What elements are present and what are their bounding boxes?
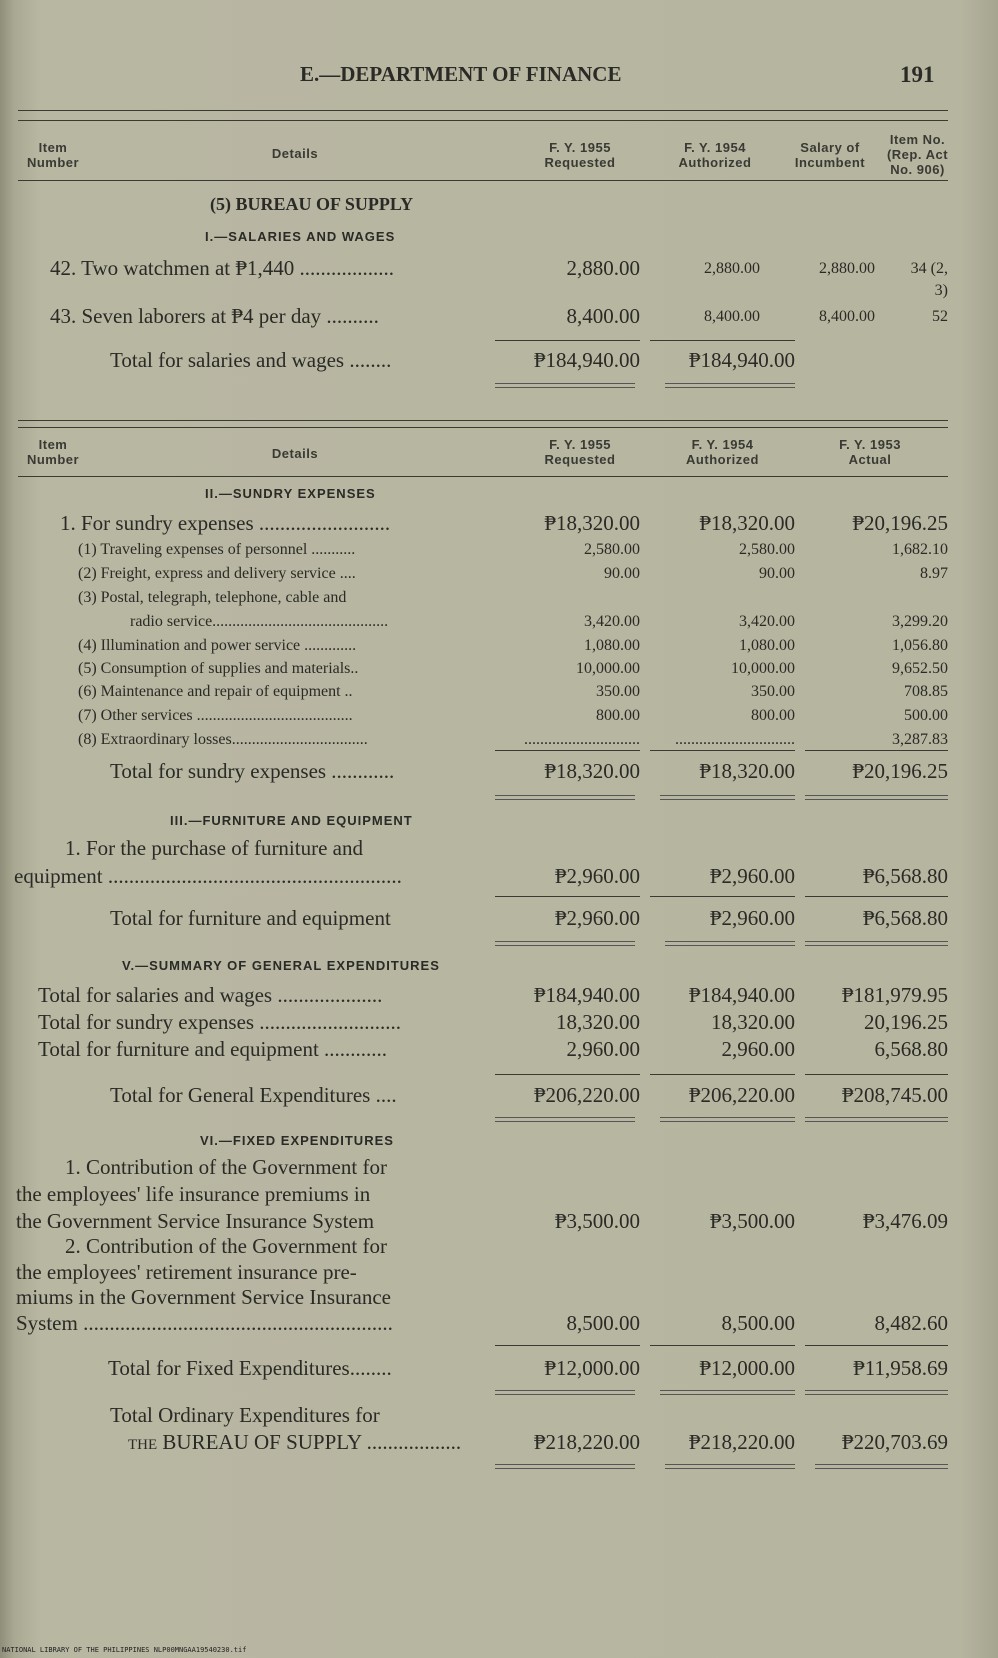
sundry-item-label: (4) Illumination and power service ............. xyxy=(78,637,357,654)
rule xyxy=(18,427,948,428)
fixed-item1-line: the employees' life insurance premiums in xyxy=(16,1182,371,1206)
rule xyxy=(650,750,795,751)
sundry-item-fy1955: 2,580.00 xyxy=(584,541,640,558)
ordinary-line1: Total Ordinary Expenditures for xyxy=(110,1403,380,1427)
rule xyxy=(495,1345,640,1346)
sundry-item-fy1955: ............................. xyxy=(524,731,640,748)
rule xyxy=(18,110,948,111)
furniture-line2: equipment ........................................................ xyxy=(14,864,402,888)
double-rule xyxy=(495,383,635,388)
total-general-fy1953: ₱208,745.00 xyxy=(841,1083,948,1107)
double-rule xyxy=(495,1464,635,1469)
row-42-salary: 2,880.00 xyxy=(819,260,875,277)
header2-fy1955: F. Y. 1955 Requested xyxy=(544,437,616,467)
total-general-label: Total for General Expenditures .... xyxy=(110,1083,397,1107)
sundry-item-fy1954: 1,080.00 xyxy=(739,637,795,654)
total-sundry-fy1953: ₱20,196.25 xyxy=(852,759,948,783)
sundry-item-label: (5) Consumption of supplies and materials.. xyxy=(78,660,359,677)
double-rule xyxy=(805,1390,948,1395)
sundry-item-fy1954: 10,000.00 xyxy=(731,660,795,677)
header-fy1955: F. Y. 1955 Requested xyxy=(544,140,616,170)
row-42-item-cont: 3) xyxy=(934,282,948,299)
ordinary-line2: the BUREAU OF SUPPLY .................. xyxy=(128,1430,462,1454)
sundry-item-fy1954: 350.00 xyxy=(751,683,795,700)
sundry-item-label: (1) Traveling expenses of personnel ........... xyxy=(78,541,356,558)
fixed-item1-line: 1. Contribution of the Government for xyxy=(65,1155,387,1179)
bureau-title: (5) BUREAU OF SUPPLY xyxy=(210,194,414,214)
sundry-item-fy1953: 3,299.20 xyxy=(892,613,948,630)
furniture-fy1954: ₱2,960.00 xyxy=(709,864,795,888)
scan-footer: NATIONAL LIBRARY OF THE PHILIPPINES NLP00MNGAA19540230.tif xyxy=(2,1646,247,1654)
rule xyxy=(495,1074,640,1075)
summary-row-label: Total for furniture and equipment ............ xyxy=(38,1037,388,1061)
row-43-fy1955: 8,400.00 xyxy=(566,304,640,328)
total-fixed-fy1954: ₱12,000.00 xyxy=(699,1356,795,1380)
section-furniture: III.—FURNITURE AND EQUIPMENT xyxy=(170,813,413,828)
double-rule xyxy=(660,1390,795,1395)
summary-row-fy1955: 18,320.00 xyxy=(556,1010,640,1034)
row-43-item: 52 xyxy=(932,308,948,325)
sundry-item-fy1953: 500.00 xyxy=(904,707,948,724)
header2-details: Details xyxy=(271,446,319,461)
rule xyxy=(18,420,948,421)
sundry-item-label: (7) Other services ....................................... xyxy=(78,707,353,724)
double-rule xyxy=(495,1390,635,1395)
header-item-no: Item No. (Rep. Act No. 906) xyxy=(886,132,949,177)
section-sundry: II.—SUNDRY EXPENSES xyxy=(205,486,376,501)
header-fy1954: F. Y. 1954 Authorized xyxy=(678,140,752,170)
sundry-item-fy1954: 800.00 xyxy=(751,707,795,724)
header2-item-number: Item Number xyxy=(26,437,80,467)
fixed-item1-line: the Government Service Insurance System xyxy=(16,1209,375,1233)
rule xyxy=(18,120,948,121)
fixed-item1-fy1953: ₱3,476.09 xyxy=(862,1209,948,1233)
summary-row-fy1955: 2,960.00 xyxy=(566,1037,640,1061)
double-rule xyxy=(805,941,948,946)
double-rule xyxy=(805,1117,948,1122)
row-42-fy1954: 2,880.00 xyxy=(704,260,760,277)
sundry-main-label: 1. For sundry expenses ......................... xyxy=(60,511,391,535)
rule xyxy=(805,750,948,751)
row-43-detail: 43. Seven laborers at ₱4 per day .......... xyxy=(50,304,379,328)
sundry-main-fy1953: ₱20,196.25 xyxy=(852,511,948,535)
double-rule xyxy=(665,1464,795,1469)
sundry-main-fy1954: ₱18,320.00 xyxy=(699,511,795,535)
summary-row-label: Total for salaries and wages .................... xyxy=(38,983,383,1007)
sundry-item-fy1953: 8.97 xyxy=(920,565,948,582)
section-salaries: I.—SALARIES AND WAGES xyxy=(205,229,396,244)
header-salary: Salary of Incumbent xyxy=(794,140,866,170)
rule xyxy=(495,750,640,751)
sundry-item-label: (2) Freight, express and delivery service .... xyxy=(78,565,356,582)
summary-row-fy1953: ₱181,979.95 xyxy=(841,983,948,1007)
rule xyxy=(495,896,640,897)
total-salaries-label: Total for salaries and wages ........ xyxy=(110,348,392,372)
summary-row-label: Total for sundry expenses ........................... xyxy=(38,1010,402,1034)
ordinary-fy1955: ₱218,220.00 xyxy=(533,1430,640,1454)
total-general-fy1954: ₱206,220.00 xyxy=(688,1083,795,1107)
sundry-item-fy1953: 1,682.10 xyxy=(892,541,948,558)
sundry-item-fy1953: 1,056.80 xyxy=(892,637,948,654)
fixed-item2-line: System ........................................................... xyxy=(16,1311,393,1335)
row-43-fy1954: 8,400.00 xyxy=(704,308,760,325)
sundry-item-fy1954: 2,580.00 xyxy=(739,541,795,558)
summary-row-fy1954: 2,960.00 xyxy=(721,1037,795,1061)
double-rule xyxy=(805,795,948,800)
rule xyxy=(805,1074,948,1075)
row-42-detail: 42. Two watchmen at ₱1,440 .................. xyxy=(50,256,395,280)
fixed-item2-line: 2. Contribution of the Government for xyxy=(65,1234,387,1258)
sundry-item-label: (3) Postal, telegraph, telephone, cable and xyxy=(78,589,347,606)
summary-row-fy1953: 20,196.25 xyxy=(864,1010,948,1034)
sundry-item-label: (8) Extraordinary losses.................................. xyxy=(78,731,368,748)
sundry-item-label: radio service............................................ xyxy=(130,613,389,630)
double-rule xyxy=(660,1117,795,1122)
total-furniture-fy1954: ₱2,960.00 xyxy=(709,906,795,930)
sundry-item-fy1955: 1,080.00 xyxy=(584,637,640,654)
rule xyxy=(650,1074,795,1075)
summary-row-fy1953: 6,568.80 xyxy=(874,1037,948,1061)
sundry-main-fy1955: ₱18,320.00 xyxy=(544,511,640,535)
double-rule xyxy=(815,1464,948,1469)
total-fixed-fy1953: ₱11,958.69 xyxy=(853,1356,948,1380)
total-sundry-label: Total for sundry expenses ............ xyxy=(110,759,395,783)
section-summary: V.—SUMMARY OF GENERAL EXPENDITURES xyxy=(122,958,440,973)
total-sundry-fy1954: ₱18,320.00 xyxy=(699,759,795,783)
sundry-item-fy1954: 90.00 xyxy=(759,565,795,582)
double-rule xyxy=(495,795,635,800)
double-rule xyxy=(665,941,795,946)
total-general-fy1955: ₱206,220.00 xyxy=(533,1083,640,1107)
total-salaries-fy1955: ₱184,940.00 xyxy=(533,348,640,372)
header2-fy1954: F. Y. 1954 Authorized xyxy=(686,437,759,467)
summary-row-fy1955: ₱184,940.00 xyxy=(533,983,640,1007)
double-rule xyxy=(660,795,795,800)
rule xyxy=(805,1345,948,1346)
sundry-item-fy1955: 10,000.00 xyxy=(576,660,640,677)
page-number: 191 xyxy=(900,62,935,87)
fixed-item2-fy1953: 8,482.60 xyxy=(874,1311,948,1335)
row-42-fy1955: 2,880.00 xyxy=(566,256,640,280)
ordinary-fy1954: ₱218,220.00 xyxy=(688,1430,795,1454)
header-details: Details xyxy=(271,146,319,161)
row-42-item: 34 (2, xyxy=(910,260,948,277)
row-43-salary: 8,400.00 xyxy=(819,308,875,325)
total-fixed-label: Total for Fixed Expenditures........ xyxy=(108,1356,392,1380)
header2-fy1953: F. Y. 1953 Actual xyxy=(839,437,901,467)
sundry-item-fy1955: 90.00 xyxy=(604,565,640,582)
furniture-line1: 1. For the purchase of furniture and xyxy=(65,836,363,860)
sundry-item-fy1954: 3,420.00 xyxy=(739,613,795,630)
furniture-fy1955: ₱2,960.00 xyxy=(554,864,640,888)
rule xyxy=(805,896,948,897)
sundry-item-fy1954: .............................. xyxy=(675,731,795,748)
total-sundry-fy1955: ₱18,320.00 xyxy=(544,759,640,783)
sundry-item-fy1955: 350.00 xyxy=(596,683,640,700)
fixed-item2-fy1954: 8,500.00 xyxy=(721,1311,795,1335)
double-rule xyxy=(495,1117,635,1122)
section-fixed: VI.—FIXED EXPENDITURES xyxy=(200,1133,394,1148)
fixed-item2-line: miums in the Government Service Insurance xyxy=(16,1285,391,1309)
total-furniture-label: Total for furniture and equipment xyxy=(110,906,391,930)
fixed-item2-fy1955: 8,500.00 xyxy=(566,1311,640,1335)
rule xyxy=(650,1345,795,1346)
rule xyxy=(18,180,948,181)
rule xyxy=(18,476,948,477)
sundry-item-fy1955: 3,420.00 xyxy=(584,613,640,630)
sundry-item-fy1953: 3,287.83 xyxy=(892,731,948,748)
total-salaries-fy1954: ₱184,940.00 xyxy=(688,348,795,372)
fixed-item1-fy1954: ₱3,500.00 xyxy=(709,1209,795,1233)
rule xyxy=(495,340,640,341)
furniture-fy1953: ₱6,568.80 xyxy=(862,864,948,888)
summary-row-fy1954: 18,320.00 xyxy=(711,1010,795,1034)
header-item-number: Item Number xyxy=(26,140,80,170)
rule xyxy=(650,340,795,341)
total-fixed-fy1955: ₱12,000.00 xyxy=(544,1356,640,1380)
sundry-item-fy1955: 800.00 xyxy=(596,707,640,724)
double-rule xyxy=(495,941,635,946)
total-furniture-fy1955: ₱2,960.00 xyxy=(554,906,640,930)
ordinary-fy1953: ₱220,703.69 xyxy=(841,1430,948,1454)
fixed-item2-line: the employees' retirement insurance pre- xyxy=(16,1260,357,1284)
total-furniture-fy1953: ₱6,568.80 xyxy=(862,906,948,930)
rule xyxy=(650,896,795,897)
sundry-item-label: (6) Maintenance and repair of equipment .. xyxy=(78,683,353,700)
double-rule xyxy=(665,383,795,388)
sundry-item-fy1953: 708.85 xyxy=(904,683,948,700)
page-title: E.—DEPARTMENT OF FINANCE xyxy=(300,62,622,86)
summary-row-fy1954: ₱184,940.00 xyxy=(688,983,795,1007)
sundry-item-fy1953: 9,652.50 xyxy=(892,660,948,677)
fixed-item1-fy1955: ₱3,500.00 xyxy=(554,1209,640,1233)
